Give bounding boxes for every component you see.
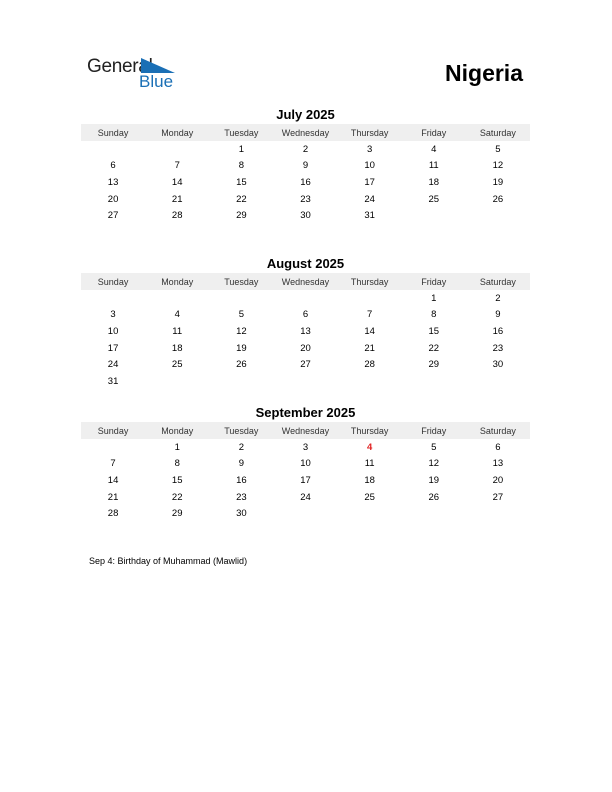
day-cell: 7 <box>174 160 180 172</box>
week-row <box>81 340 530 357</box>
day-cell: 21 <box>364 342 375 354</box>
day-cell: 11 <box>428 160 439 172</box>
month-title: September 2025 <box>255 405 356 420</box>
day-cell: 3 <box>110 309 116 321</box>
week-row <box>81 158 530 175</box>
day-cell: 12 <box>236 325 247 337</box>
day-cell: 29 <box>428 359 440 371</box>
day-cell: 17 <box>364 176 375 188</box>
day-cell: 13 <box>107 176 119 188</box>
day-cell: 12 <box>492 160 504 172</box>
day-cell: 28 <box>364 359 375 371</box>
day-cell: 26 <box>492 193 504 205</box>
day-cell: 27 <box>300 359 311 371</box>
day-cell: 30 <box>236 508 247 520</box>
day-cell: 25 <box>364 491 375 503</box>
week-row <box>81 141 530 158</box>
day-cell: 14 <box>171 176 183 188</box>
day-cell: 2 <box>302 143 309 155</box>
weekday-label: Saturday <box>479 127 516 138</box>
day-cell: 7 <box>110 458 116 470</box>
weekday-label: Monday <box>161 127 194 138</box>
week-row <box>81 373 530 390</box>
day-cell: 8 <box>238 160 244 172</box>
month-august <box>81 256 530 390</box>
week-row <box>81 356 530 373</box>
weekday-label: Wednesday <box>281 276 330 287</box>
day-cell: 18 <box>428 176 440 188</box>
month-title: August 2025 <box>266 256 345 271</box>
day-cell: 30 <box>300 210 311 222</box>
day-cell: 5 <box>238 309 244 321</box>
weekday-label: Monday <box>161 276 194 287</box>
day-cell: 1 <box>431 292 437 304</box>
day-cell: 20 <box>300 342 311 354</box>
weekday-label: Saturday <box>479 425 516 436</box>
week-row <box>81 472 530 489</box>
day-cell: 27 <box>492 491 504 503</box>
day-cell: 28 <box>171 210 183 222</box>
weekday-label: Friday <box>421 276 447 287</box>
weekday-label: Sunday <box>97 425 129 436</box>
weekday-header-row <box>81 422 530 439</box>
day-cell: 1 <box>174 441 180 453</box>
day-cell: 30 <box>492 359 504 371</box>
weekday-label: Thursday <box>350 276 389 287</box>
day-cell: 22 <box>171 491 183 503</box>
logo-triangle-icon <box>141 58 175 73</box>
day-cell: 5 <box>431 441 437 453</box>
logo-general-text: General <box>87 56 153 77</box>
weekday-header-row <box>81 124 530 141</box>
day-cell: 28 <box>107 508 119 520</box>
day-cell: 14 <box>364 325 375 337</box>
day-cell: 6 <box>110 160 116 172</box>
week-row <box>81 439 530 456</box>
day-cell: 20 <box>492 474 504 486</box>
logo-blue-text: Blue <box>139 72 174 91</box>
day-cell: 19 <box>492 176 504 188</box>
weekday-label: Sunday <box>97 127 129 138</box>
day-cell: 31 <box>107 375 119 387</box>
day-cell: 22 <box>236 193 247 205</box>
month-title: July 2025 <box>276 107 335 122</box>
page-title: Nigeria <box>445 60 523 86</box>
day-cell: 3 <box>366 143 373 155</box>
day-cell: 16 <box>300 176 311 188</box>
weekday-label: Tuesday <box>224 127 259 138</box>
day-cell: 11 <box>172 325 183 337</box>
holiday-note: Sep 4: Birthday of Muhammad (Mawlid) <box>89 556 248 566</box>
day-cell: 2 <box>238 441 244 453</box>
day-cell: 12 <box>428 458 440 470</box>
week-row <box>81 307 530 324</box>
weekday-label: Thursday <box>350 425 389 436</box>
day-cell: 10 <box>300 458 311 470</box>
day-cell: 9 <box>302 160 309 172</box>
weekday-label: Wednesday <box>281 425 330 436</box>
day-cell: 29 <box>236 210 247 222</box>
day-cell: 1 <box>238 143 244 155</box>
day-cell: 24 <box>107 359 119 371</box>
day-cell: 18 <box>171 342 183 354</box>
day-cell: 8 <box>431 309 437 321</box>
day-cell: 6 <box>302 309 309 321</box>
weekday-label: Sunday <box>97 276 129 287</box>
day-cell: 24 <box>300 491 311 503</box>
day-cell: 16 <box>492 325 504 337</box>
week-row <box>81 505 530 522</box>
day-cell: 27 <box>107 210 119 222</box>
day-cell: 5 <box>495 143 501 155</box>
day-cell: 18 <box>364 474 375 486</box>
week-row <box>81 191 530 208</box>
holiday-notes <box>89 556 247 566</box>
week-row <box>81 323 530 340</box>
day-cell: 15 <box>171 474 183 486</box>
day-cell: 19 <box>236 342 247 354</box>
weekday-label: Wednesday <box>281 127 330 138</box>
week-row <box>81 456 530 473</box>
day-cell: 23 <box>492 342 504 354</box>
day-cell: 31 <box>364 210 375 222</box>
day-cell: 6 <box>495 441 501 453</box>
day-cell: 10 <box>364 160 375 172</box>
day-cell: 26 <box>236 359 247 371</box>
week-row <box>81 290 530 307</box>
day-cell: 15 <box>428 325 440 337</box>
day-cell: 25 <box>171 359 183 371</box>
week-row <box>81 174 530 191</box>
day-cell: 17 <box>107 342 119 354</box>
day-cell: 21 <box>171 193 183 205</box>
month-september <box>81 405 530 522</box>
day-cell: 26 <box>428 491 440 503</box>
day-cell: 4 <box>174 309 180 321</box>
weekday-label: Monday <box>161 425 194 436</box>
week-row <box>81 489 530 506</box>
logo <box>87 56 187 92</box>
weekday-label: Thursday <box>350 127 389 138</box>
day-cell: 8 <box>174 458 180 470</box>
day-cell: 23 <box>300 193 311 205</box>
day-cell: 23 <box>236 491 247 503</box>
day-cell: 13 <box>492 458 504 470</box>
day-cell: 7 <box>366 309 373 321</box>
weekday-label: Friday <box>421 127 447 138</box>
day-cell: 4 <box>431 143 437 155</box>
day-cell: 19 <box>428 474 440 486</box>
day-cell: 9 <box>238 458 244 470</box>
day-cell: 16 <box>236 474 247 486</box>
day-cell: 22 <box>428 342 440 354</box>
day-cell: 13 <box>300 325 311 337</box>
day-cell: 10 <box>107 325 119 337</box>
weekday-label: Friday <box>421 425 447 436</box>
day-cell: 15 <box>236 176 247 188</box>
day-cell: 29 <box>171 508 183 520</box>
month-july <box>81 107 530 224</box>
day-cell: 17 <box>300 474 311 486</box>
day-cell: 24 <box>364 193 375 205</box>
day-cell: 20 <box>107 193 119 205</box>
day-cell: 9 <box>495 309 501 321</box>
weekday-label: Tuesday <box>224 425 259 436</box>
weekday-label: Saturday <box>479 276 516 287</box>
day-cell: 11 <box>364 458 375 470</box>
day-cell: 14 <box>107 474 119 486</box>
day-cell: 3 <box>302 441 309 453</box>
day-cell: 2 <box>495 292 501 304</box>
day-cell: 21 <box>107 491 119 503</box>
holiday-day-cell: 4 <box>366 441 373 453</box>
weekday-header-row <box>81 273 530 290</box>
week-row <box>81 207 530 224</box>
weekday-label: Tuesday <box>224 276 259 287</box>
day-cell: 25 <box>428 193 440 205</box>
